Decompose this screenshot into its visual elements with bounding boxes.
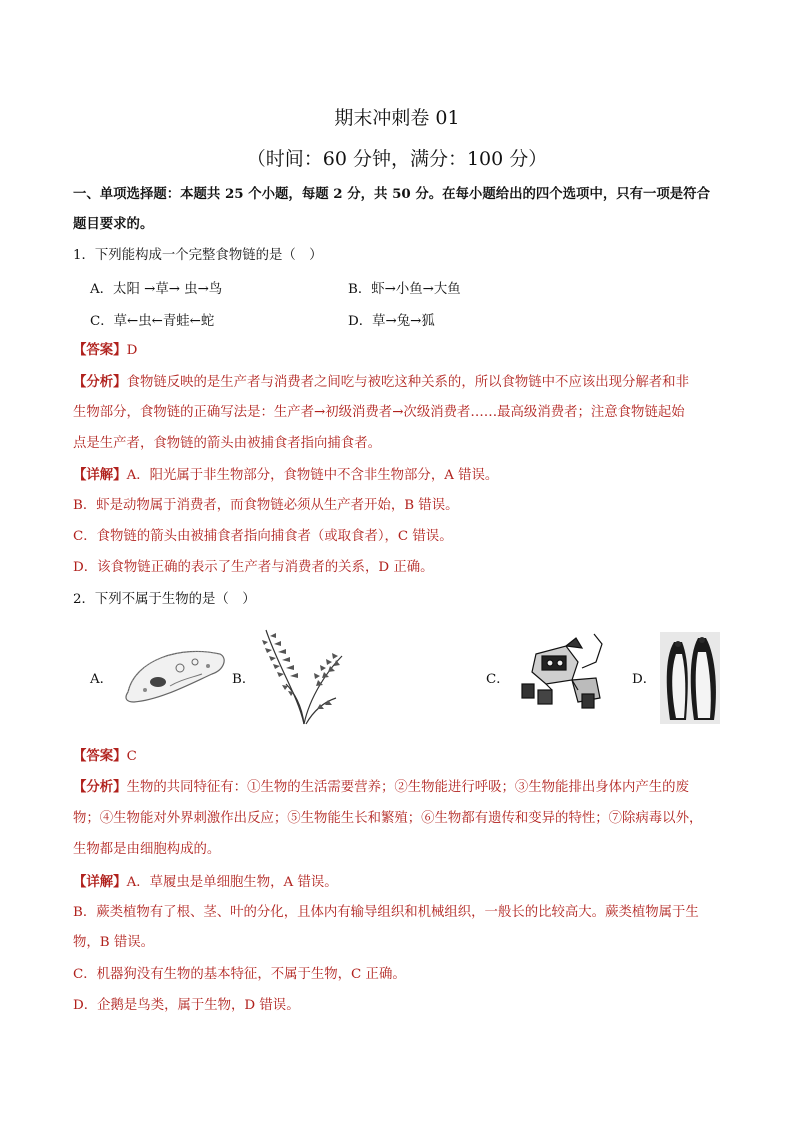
answer-tag: 【答案】 (73, 342, 127, 358)
q1-option-c: C．草←虫←青蛙←蛇 (90, 314, 215, 329)
q2-option-d-label: D． (632, 672, 657, 687)
penguin-image (660, 632, 720, 724)
q2-detail-line-5: D．企鹅是鸟类，属于生物，D 错误。 (73, 998, 300, 1013)
paramecium-image (120, 640, 230, 708)
analysis-tag: 【分析】 (73, 374, 127, 390)
q1-detail-line-2: B．虾是动物属于消费者，而食物链必须从生产者开始，B 错误。 (73, 498, 459, 513)
fern-image (258, 626, 350, 726)
q2-option-c-label: C． (486, 672, 510, 687)
answer-value: C (126, 749, 137, 764)
detail-text: A．阳光属于非生物部分，食物链中不含非生物部分，A 错误。 (126, 468, 499, 483)
q2-option-a-label: A． (90, 672, 114, 687)
detail-tag: 【详解】 (73, 874, 127, 890)
q2-option-b-label: B． (232, 672, 256, 687)
section-instruction-line-2: 题目要求的。 (73, 216, 154, 232)
page-title: 期末冲刺卷 01 (334, 107, 460, 129)
q2-stem: 2．下列不属于生物的是（ ） (73, 592, 256, 607)
q1-detail-line-4: D．该食物链正确的表示了生产者与消费者的关系，D 正确。 (73, 560, 434, 575)
q2-detail-line-1 (73, 872, 733, 893)
q1-option-d: D．草→兔→狐 (348, 314, 435, 329)
answer-tag: 【答案】 (73, 748, 127, 764)
q2-analysis-line-3: 生物都是由细胞构成的。 (73, 842, 221, 857)
q2-detail-line-4: C．机器狗没有生物的基本特征，不属于生物，C 正确。 (73, 967, 406, 982)
detail-tag: 【详解】 (73, 467, 127, 483)
q2-analysis-line-2: 物；④生物能对外界刺激作出反应；⑤生物能生长和繁殖；⑥生物都有遗传和变异的特性；⑦除病毒以外， (73, 811, 703, 826)
detail-text: A．草履虫是单细胞生物，A 错误。 (126, 875, 338, 890)
q1-option-a: A．太阳 →草→ 虫→鸟 (90, 282, 223, 297)
q1-analysis-line-3: 点是生产者，食物链的箭头由被捕食者指向捕食者。 (73, 436, 381, 451)
q1-analysis-line-2: 生物部分，食物链的正确写法是：生产者→初级消费者→次级消费者……最高级消费者；注意食物链起始 (73, 405, 685, 420)
section-instruction-line-1: 一、单项选择题：本题共 25 个小题，每题 2 分，共 50 分。在每小题给出的四个选项中，只有一项是符合 (73, 186, 710, 202)
analysis-tag: 【分析】 (73, 779, 127, 795)
q1-answer (73, 340, 733, 361)
q1-detail-line-1 (73, 465, 733, 486)
analysis-text: 食物链反映的是生产者与消费者之间吃与被吃这种关系的，所以食物链中不应该出现分解者和非 (126, 375, 689, 390)
q2-answer (73, 746, 733, 767)
q1-stem: 1．下列能构成一个完整食物链的是（ ） (73, 248, 323, 263)
q1-option-b: B．虾→小鱼→大鱼 (348, 282, 461, 297)
q1-analysis-line-1 (73, 372, 733, 393)
robot-dog-image (516, 632, 608, 712)
q2-detail-line-2: B．蕨类植物有了根、茎、叶的分化，且体内有输导组织和机械组织，一般长的比较高大。蕨类植物属于生 (73, 905, 699, 920)
page-subtitle: （时间：60 分钟，满分：100 分） (246, 148, 548, 170)
analysis-text: 生物的共同特征有：①生物的生活需要营养；②生物能进行呼吸；③生物能排出身体内产生的废 (126, 780, 689, 795)
answer-value: D (126, 343, 138, 358)
q2-analysis-line-1 (73, 777, 733, 798)
q2-detail-line-3: 物，B 错误。 (73, 935, 155, 950)
q1-detail-line-3: C．食物链的箭头由被捕食者指向捕食者（或取食者），C 错误。 (73, 529, 453, 544)
